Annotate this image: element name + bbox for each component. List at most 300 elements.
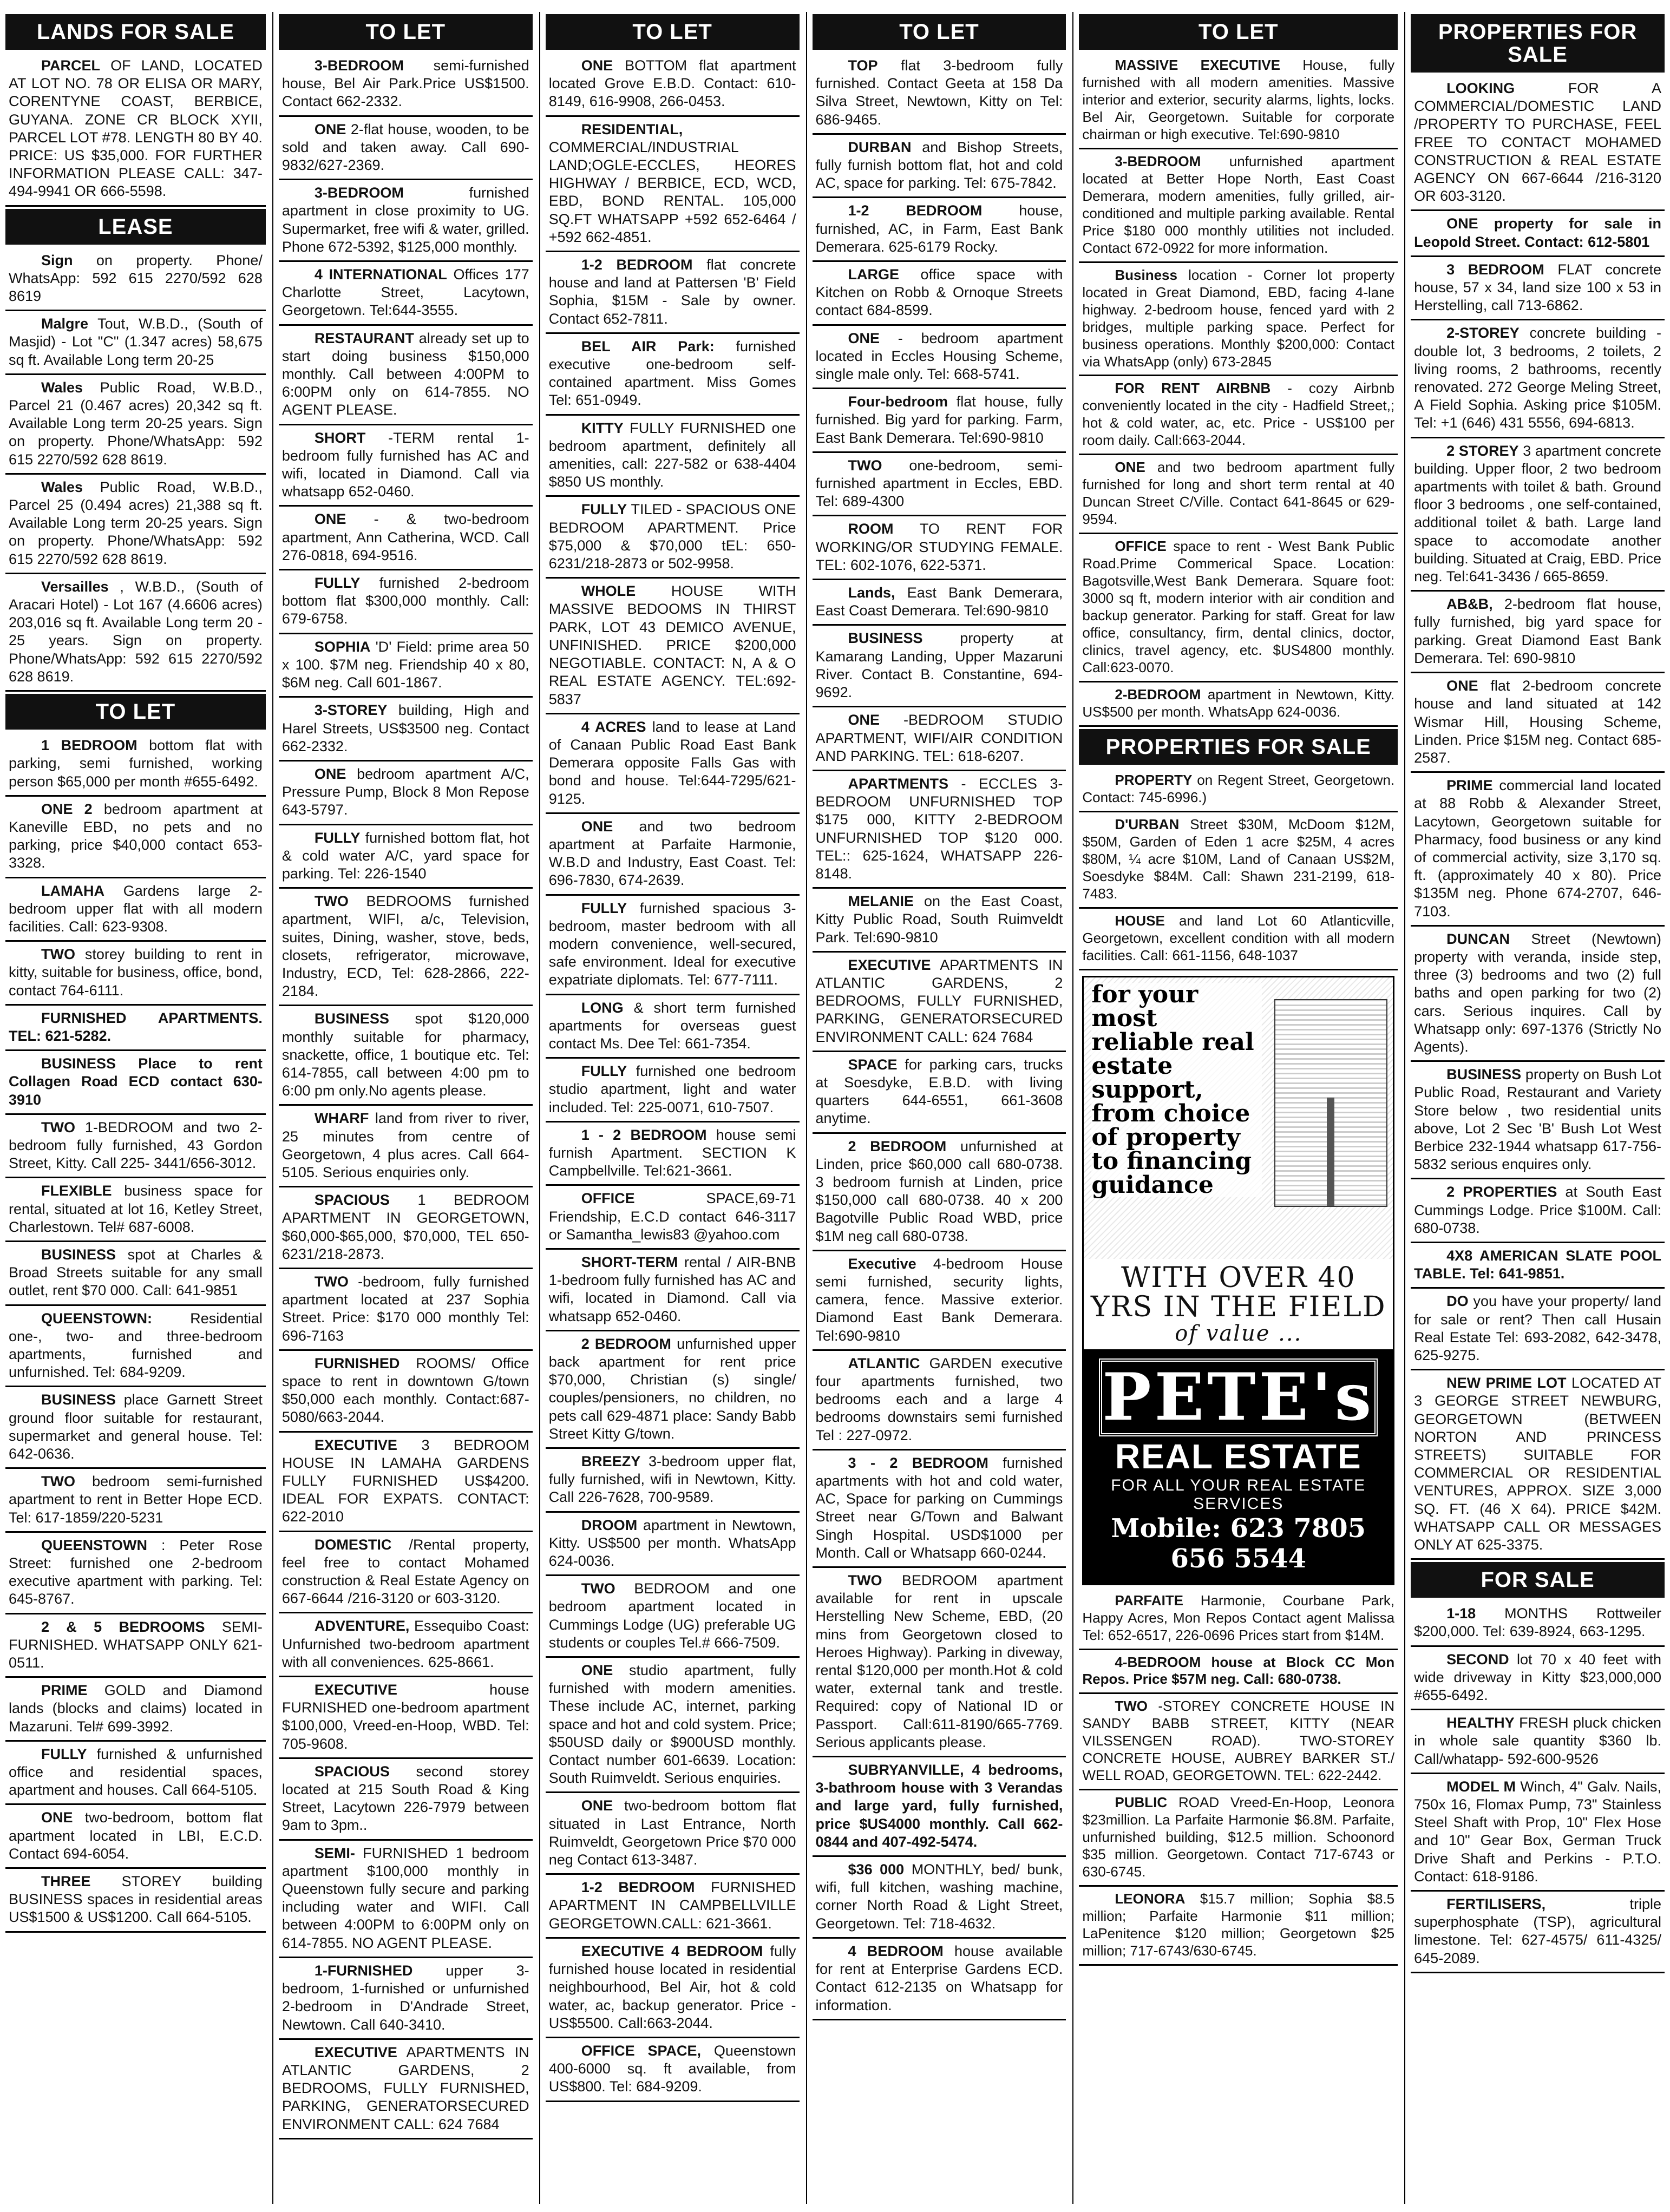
ad-body: $15.7 million; Sophia $8.5 million; Parfaite Harmonie $11 million; LaPenitence $120 million; Georgetown $25 million; 717-6743/630-6745. xyxy=(1082,1891,1395,1959)
classified-ad xyxy=(546,1252,800,1331)
ad-lead: FULLY xyxy=(581,900,627,916)
ad-lead: Lands, xyxy=(848,585,895,601)
ad-body: GOLD and Diamond lands (blocks and claims) located in Mazaruni. Tel# 699-3992. xyxy=(9,1682,263,1735)
ad-body: SPACE,69-71 Friendship, E.C.D contact 646-3117 or Samantha_lewis83 @yahoo.com xyxy=(548,1190,796,1243)
ad-lead: TWO xyxy=(41,1473,75,1490)
ad-body: furnished bottom flat, hot & cold water A/C, yard space for parking. Tel: 226-1540 xyxy=(281,829,529,882)
classified-ad xyxy=(5,1535,266,1614)
ad-lead: LOOKING xyxy=(1446,80,1515,96)
ad-lead: NEW PRIME LOT xyxy=(1446,1375,1567,1391)
ad-lead: ONE xyxy=(581,57,613,74)
ad-body: /Rental property, feel free to contact Mohamed construction & Real Estate Agency on 667-6644 /216-3120 or 603-3120. xyxy=(281,1536,529,1607)
classified-ad xyxy=(1411,323,1665,438)
ad-body: fully furnished house located in residential neighbourhood, Bel Air, hot & cold water, ac, backup generator. Price - US$5500. Call:663-2044. xyxy=(548,1942,796,2031)
section-header: TO LET xyxy=(5,694,266,730)
ad-lead: THREE xyxy=(41,1873,91,1890)
section-header: TO LET xyxy=(1079,14,1398,50)
ad-body: ROAD Vreed-En-Hoop, Leonora $23million. La Parfaite Harmonie $6.8M. Parfaite, unfurnished building, $12.5 million. Schoonord $35 million. Georgetown. Contact 717-6743 or 630-6745. xyxy=(1082,1794,1395,1880)
ad-lead: BEL AIR Park: xyxy=(581,338,715,355)
ad-lead: ONE xyxy=(1446,678,1478,694)
classified-ad xyxy=(5,250,266,312)
ad-body: -BEDROOM STUDIO APARTMENT, WIFI/AIR CONDITION AND PARKING. TEL: 618-6207. xyxy=(815,712,1063,764)
section-header: LANDS FOR SALE xyxy=(5,14,266,50)
section-header: FOR SALE xyxy=(1411,1562,1665,1598)
classified-ad xyxy=(546,1660,800,1793)
ad-body: apartment in Newtown, Kitty. US$500 per month. WhatsApp 624-0036. xyxy=(548,1517,796,1570)
ad-lead: TWO xyxy=(41,1119,75,1135)
ad-body: Public Road, W.B.D., Parcel 21 (0.467 acres) 20,342 sq ft. Available Long term 20-25 years. Sign on property. Phone/WhatsApp: 592 615 2270/592 628 8619. xyxy=(9,379,263,468)
ad-body: two-bedroom, bottom flat apartment located in LBI, E.C.D. Contact 694-6054. xyxy=(9,1809,263,1862)
classified-ad xyxy=(813,1941,1066,2020)
ad-body: furnished apartment in close proximity to UG. Supermarket, free wifi & water, grilled. Phone 672-5392, $125,000 monthly. xyxy=(281,185,529,255)
classified-ad xyxy=(813,710,1066,771)
classified-ad xyxy=(1411,1291,1665,1370)
ad-lead: ONE xyxy=(314,121,346,137)
ad-lead: DOMESTIC xyxy=(314,1536,392,1553)
ad-lead: 1-2 BEDROOM xyxy=(581,1879,695,1896)
ad-body: semi-furnished house, Bel Air Park.Price US$1500. Contact 662-2332. xyxy=(281,57,529,110)
classified-ad xyxy=(5,1389,266,1469)
ad-body: OF LAND, LOCATED AT LOT NO. 78 OR ELISA OR MARY, CORENTYNE COAST, BERBICE, GUYANA. ZONE CR BLOCK XYII, PARCEL LOT #78. LENGTH 80 BY 40. PRICE: US $35,000. FOR FURTHER INFORMATION PLEASE CALL: 347-494-9941 OR 666-5598. xyxy=(9,57,263,200)
classified-ad xyxy=(5,944,266,1006)
ad-body: on the East Coast, Kitty Public Road, South Ruimveldt Park. Tel:690-9810 xyxy=(815,893,1063,946)
classified-ad xyxy=(813,1253,1066,1351)
ad-body: 3 BEDROOM HOUSE IN LAMAHA GARDENS FULLY FURNISHED US$4200. IDEAL FOR EXPATS. CONTACT: 622-2010 xyxy=(281,1436,529,1525)
classified-ad xyxy=(1079,911,1398,970)
ad-body: Residential one-, two- and three-bedroom apartments, furnished and unfurnished. Tel: 684-9209. xyxy=(9,1310,263,1381)
ad-lead: TOP xyxy=(848,57,878,74)
section-header: LEASE xyxy=(5,209,266,245)
classified-ad xyxy=(546,898,800,995)
ad-body: bottom flat with parking, semi furnished, working person $65,000 per month #655-6492. xyxy=(9,737,263,790)
ad-body: STOREY building BUSINESS spaces in residential areas US$1500 & US$1200. Call 664-5105. xyxy=(9,1873,263,1926)
classified-ad xyxy=(546,499,800,579)
classified-ad xyxy=(279,1960,533,2040)
classified-ad xyxy=(546,1061,800,1123)
classified-ad xyxy=(813,582,1066,626)
ad-body: furnished & unfurnished office and residential spaces, apartment and houses. Call 664-5105. xyxy=(9,1745,263,1799)
ad-body: APARTMENTS IN ATLANTIC GARDENS, 2 BEDROOMS, FULLY FURNISHED, PARKING, GENERATORSECURED ENVIRONMENT CALL: 624 7684 xyxy=(281,2044,529,2132)
classified-ad xyxy=(546,1795,800,1875)
ad-body: MONTHS Rottweiler $200,000. Tel: 639-8924, 663-1295. xyxy=(1414,1605,1661,1640)
classified-ad xyxy=(5,881,266,942)
ad-body: Gardens large 2-bedroom upper flat with all modern facilities. Call: 623-9308. xyxy=(9,882,263,935)
ad-body: - ECCLES 3-BEDROOM UNFURNISHED TOP $175 000, KITTY 2-BEDROOM UNFURNISHED TOP $120 000. TEL:: 625-1624, WHATSAPP 226-8148. xyxy=(815,775,1063,882)
ad-body: furnished 2-bedroom bottom flat $300,000 monthly. Call: 679-6758. xyxy=(281,575,529,627)
classified-ad xyxy=(5,576,266,692)
column-3 xyxy=(539,12,800,2204)
ad-body: Offices 177 Charlotte Street, Lacytown, Georgetown. Tel:644-3555. xyxy=(281,266,529,319)
ad-body: 1-BEDROOM and two 2-bedroom fully furnished, 43 Gordon Street, Kitty. Call 225- 3441/656-3012. xyxy=(9,1119,263,1172)
ad-body: & short term furnished apartments for overseas guest contact Ms. Dee Tel: 661-7354. xyxy=(548,999,796,1052)
classified-ad xyxy=(1079,1591,1398,1650)
ad-body: -STOREY CONCRETE HOUSE IN SANDY BABB STREET, KITTY (NEAR VILSSENGEN ROAD). TWO-STOREY CONCRETE HOUSE, AUBREY BARKER ST./ WELL ROAD, GEORGETOWN. TEL: 622-2442. xyxy=(1082,1698,1395,1784)
classified-ad xyxy=(1411,1182,1665,1243)
ad-body: Queenstown 400-6000 sq. ft available, from US$800. Tel: 684-9209. xyxy=(548,2042,796,2095)
ad-lead: OFFICE SPACE, xyxy=(581,2042,702,2059)
ad-body: you have your property/ land for sale or rent? Then call Husain Real Estate Tel: 693-2082, 642-3478, 625-9275. xyxy=(1414,1293,1661,1363)
classified-ad xyxy=(5,1471,266,1533)
classified-ad xyxy=(5,1871,266,1933)
ad-lead: 3-BEDROOM xyxy=(314,57,404,74)
promo-years: WITH OVER 40 YRS IN THE FIELD xyxy=(1090,1261,1386,1324)
ad-lead: SPACIOUS xyxy=(314,1192,390,1209)
classified-ad xyxy=(1079,1889,1398,1966)
ad-body: and land Lot 60 Atlanticville, Georgetown, excellent condition with all modern facilities. Call: 661-1156, 648-1037 xyxy=(1082,912,1395,963)
classified-ad xyxy=(279,119,533,181)
ad-lead: EXECUTIVE xyxy=(314,1682,397,1698)
classified-ad xyxy=(5,1008,266,1051)
ad-lead: KITTY xyxy=(581,419,624,436)
ad-lead: BUSINESS xyxy=(41,1246,116,1263)
classified-ad xyxy=(5,377,266,475)
ad-body: space to rent - West Bank Public Road.Prime Commerical Space. Location: Bagotsville,West Bank Demerara. Square foot: 3000 sq ft, modern interior with air condition and backup generator. Parking for staff. Great for law office, consultancy, firm, dental clinics, doctor, clinics, travel agency, etc. $US4800 monthly. Call:623-0070. xyxy=(1082,538,1395,675)
ad-body: - cozy Airbnb conveniently located in the city - Hadfield Street,; hot & cold water, ac, etc. Price - US$100 per room daily. Call:663-2044. xyxy=(1082,380,1395,449)
ad-body: house, furnished, AC, in Farm, East Bank Demerara. 625-6179 Rocky. xyxy=(815,202,1063,255)
ad-lead: Versailles xyxy=(41,578,109,595)
ad-body: building, High and Harel Streets, US$3500 neg. Contact 662-2332. xyxy=(281,702,529,754)
ad-lead: ONE 2 xyxy=(41,800,93,817)
ad-body: and Bishop Streets, fully furnish bottom flat, hot and cold AC, space for parking. Tel: 675-7842. xyxy=(815,139,1063,192)
classified-ad xyxy=(1411,1245,1665,1289)
promo-tagline: FOR ALL YOUR REAL ESTATE SERVICES xyxy=(1111,1476,1366,1513)
real-estate-promo-ad xyxy=(1082,976,1394,1585)
classified-ad xyxy=(279,891,533,1006)
classified-ad xyxy=(1411,78,1665,211)
ad-lead: 4X8 AMERICAN SLATE POOL TABLE. Tel: 641-9851. xyxy=(1414,1247,1661,1282)
classified-ad xyxy=(279,1108,533,1187)
classified-ad xyxy=(546,336,800,416)
ad-lead: 1 BEDROOM xyxy=(41,737,137,754)
ad-lead: FULLY xyxy=(41,1745,87,1762)
classified-ad xyxy=(1411,1373,1665,1560)
ad-lead: ONE xyxy=(314,511,346,528)
classified-ad xyxy=(279,328,533,425)
classified-ad xyxy=(546,1451,800,1513)
ad-lead: BREEZY xyxy=(581,1453,641,1470)
ad-body: unfurnished at Linden, price $60,000 call 680-0738. 3 bedroom furnish at Linden, price $150,000 call 680-0738. 40 x 200 Bagotville Public Road WBD, price $1M neg call 680-0738. xyxy=(815,1138,1063,1244)
classified-ad xyxy=(279,55,533,117)
ad-lead: TWO xyxy=(314,893,349,910)
ad-lead: 3-STOREY xyxy=(314,702,388,719)
classified-ad xyxy=(546,1515,800,1577)
classified-ad xyxy=(1411,1894,1665,1973)
column-5 xyxy=(1072,12,1398,2204)
classified-ad xyxy=(279,700,533,762)
ad-body: LOCATED AT 3 GEORGE STREET NEWBURG, GEORGETOWN (BETWEEN NORTON AND PRINCESS STREETS) SUITABLE FOR COMMERCIAL OR RESIDENTIAL VENTURES, APPROX. SIZE 3,000 SQ. FT. (46 X 64). PRICE $42M. WHATSAPP CALL OR MESSAGES ONLY AT 625-3375. xyxy=(1414,1375,1661,1553)
ad-lead: BUSINESS xyxy=(314,1010,389,1027)
classified-ad xyxy=(1079,152,1398,263)
classified-ad xyxy=(813,200,1066,262)
ad-body: -TERM rental 1-bedroom fully furnished has AC and wifi, located in Diamond. Call via whatsapp 652-0460. xyxy=(281,429,529,500)
ad-lead: QUEENSTOWN xyxy=(41,1537,148,1553)
ad-body: land from river to river, 25 minutes from centre of Georgetown, 4 plus acres. Call 664-5105. Serious enquiries only. xyxy=(281,1110,529,1180)
ad-lead: EXECUTIVE 4 BEDROOM xyxy=(581,1942,763,1959)
ad-body: flat 3-bedroom fully furnished. Contact Geeta at 158 Da Silva Street, Newtown, Kitty on Tel: 686-9465. xyxy=(815,57,1063,128)
classified-ad xyxy=(279,2042,533,2139)
ad-body: Winch, 4" Galv. Nails, 750x 16, Flomax Pump, 73" Stainless Steel Shaft with Prop, 10" Flex Hose and 10" Gear Box, German Truck Drive Shaft and Perkins - P.T.O. Contact: 618-9186. xyxy=(1414,1778,1661,1885)
ad-body: furnished executive one-bedroom self-contained apartment. Miss Gomes Tel: 651-0949. xyxy=(548,338,796,409)
ad-body: bedroom apartment at Kaneville EBD, no pets and no parking, price $40,000 contact 653-3328. xyxy=(9,800,263,871)
column-2 xyxy=(272,12,533,2204)
ad-body: Harmonie, Courbane Park, Happy Acres, Mon Repos Contact agent Malissa Tel: 652-6517, 226-0696 Prices start from $14M. xyxy=(1082,1592,1395,1643)
ad-lead: BUSINESS xyxy=(848,630,923,647)
classified-ad xyxy=(546,1188,800,1250)
ad-lead: BUSINESS Place to rent Collagen Road ECD contact 630-3910 xyxy=(9,1055,263,1108)
ad-lead: DURBAN xyxy=(848,139,912,155)
ad-body: - & two-bedroom apartment, Ann Catherina, WCD. Call 276-0818, 694-9516. xyxy=(281,511,529,563)
ad-body: spot $120,000 monthly suitable for pharmacy, snackette, office, 1 boutique etc. Tel: 614-7855, call between 4:00 pm to 6:00 pm only.No agents please. xyxy=(281,1010,529,1099)
ad-body: Tout, W.B.D., (South of Masjid) - Lot "C" (1.347 acres) 58,675 sq ft. Available Long term 20-25 xyxy=(9,316,263,368)
ad-body: and two bedroom apartment fully furnished for long and short term rental at 40 Duncan Street C/Ville. Contact 641-8645 or 629-9594. xyxy=(1082,459,1395,528)
classified-ad xyxy=(5,313,266,375)
ad-lead: 2 & 5 BEDROOMS xyxy=(41,1618,205,1635)
ad-body: house FURNISHED one-bedroom apartment $100,000, Vreed-en-Hoop, WBD. Tel: 705-9608. xyxy=(281,1682,529,1752)
ad-lead: SUBRYANVILLE, 4 bedrooms, 3-bathroom house with 3 Verandas and large yard, fully furnished, price $US4000 monthly. Call 662-0844 and 407-492-5474. xyxy=(815,1762,1063,1850)
ad-lead: 2 BEDROOM xyxy=(848,1138,947,1154)
classified-ad xyxy=(546,1578,800,1658)
ad-lead: 3 BEDROOM xyxy=(1446,261,1544,278)
ad-body: -bedroom, fully furnished apartment located at 237 Sophia Street. Price: $170 000 monthly Tel: 696-7163 xyxy=(281,1273,529,1344)
ad-lead: Sign xyxy=(41,252,73,268)
ad-lead: SOPHIA xyxy=(314,638,371,655)
section-header: PROPERTIES FOR SALE xyxy=(1079,729,1398,765)
ad-body: concrete building - double lot, 3 bedrooms, 2 toilets, 2 living rooms, 2 bathrooms, recently renovated. 272 George Meling Street, A Field Sophia. Asking price $105M. Tel: +1 (646) 431 5556, 694-6813. xyxy=(1414,325,1661,431)
classified-ad xyxy=(546,1941,800,2038)
classified-ad xyxy=(813,955,1066,1052)
ad-lead: ONE xyxy=(581,1662,613,1679)
ad-lead: ONE xyxy=(1115,459,1145,476)
classified-ad xyxy=(1411,775,1665,927)
classified-ad xyxy=(1079,265,1398,377)
ad-body: FOR A COMMERCIAL/DOMESTIC LAND /PROPERTY TO PURCHASE, FEEL FREE TO CONTACT MOHAMED CONSTRUCTION & REAL ESTATE AGENCY ON 667-6644 /216-3120 OR 603-3120. xyxy=(1414,80,1661,205)
ad-lead: SHORT xyxy=(314,429,366,446)
column-6 xyxy=(1404,12,1665,2204)
ad-body: and two bedroom apartment at Parfaite Harmonie, W.B.D and Industry, East Coast. Tel: 696-7830, 674-2639. xyxy=(548,818,796,889)
ad-lead: 1 - 2 BEDROOM xyxy=(581,1126,707,1143)
classified-ad xyxy=(5,1308,266,1388)
promo-slogan: for your most reliable real estate support, from choice of property to financing guidance xyxy=(1091,983,1262,1197)
classified-ad xyxy=(1079,815,1398,909)
ad-body: business space for rental, situated at lot 16, Ketley Street, Charlestown. Tel# 687-6008. xyxy=(9,1183,263,1235)
ad-lead: 4-BEDROOM house at Block CC Mon Repos. Price $57M neg. Call: 680-0738. xyxy=(1082,1653,1395,1688)
ad-body: spot at Charles & Broad Streets suitable for any small outlet, rent $70 000. Call: 641-9851 xyxy=(9,1246,263,1299)
ad-lead: 3-BEDROOM xyxy=(1115,153,1201,169)
classified-ad xyxy=(813,391,1066,453)
ad-lead: 2 PROPERTIES xyxy=(1446,1184,1557,1200)
ad-lead: FULLY xyxy=(314,829,361,846)
classified-ad xyxy=(1411,1712,1665,1774)
ad-body: SEMI-FURNISHED. WHATSAPP ONLY 621-0511. xyxy=(9,1618,263,1671)
ad-lead: ONE xyxy=(581,1797,613,1814)
classified-ad xyxy=(5,799,266,878)
ad-body: flat concrete house and land at Pattersen 'B' Field Sophia, $15M - Sale by owner. Contact 652-7811. xyxy=(548,257,796,327)
classified-ad xyxy=(5,55,266,207)
classified-ad xyxy=(546,1877,800,1939)
classified-ad xyxy=(5,1117,266,1179)
petes-logo: PETE's xyxy=(1099,1358,1378,1436)
ad-lead: TWO xyxy=(848,457,882,474)
ad-body: , W.B.D., (South of Aracari Hotel) - Lot 167 (4.6606 acres) 203,016 sq ft. Available Long term 20 - 25 years. Sign on property. Phone/WhatsApp: 592 615 2270/592 628 8619. xyxy=(9,578,263,685)
classified-ad xyxy=(279,1534,533,1614)
classified-ad xyxy=(813,518,1066,580)
classified-ad xyxy=(279,636,533,698)
ad-body: rental / AIR-BNB 1-bedroom fully furnished has AC and wifi, located in Diamond. Call via whatsapp 652-0460. xyxy=(548,1253,796,1324)
ad-lead: ONE property for sale in Leopold Street. Contact: 612-5801 xyxy=(1414,215,1661,250)
ad-lead: SECOND xyxy=(1446,1651,1509,1668)
ad-body: triple superphosphate (TSP), agricultural limestone. Tel: 627-4575/ 611-4325/ 645-2089. xyxy=(1414,1896,1661,1966)
ad-lead: FULLY xyxy=(581,1063,627,1080)
ad-body: second storey located at 215 South Road & King Street, Lacytown 226-7979 between 9am to 3pm.. xyxy=(281,1763,529,1834)
ad-lead: 1-2 BEDROOM xyxy=(581,257,693,273)
ad-body: at South East Cummings Lodge. Price $100M. Call: 680-0738. xyxy=(1414,1184,1661,1236)
section-header: PROPERTIES FOR SALE xyxy=(1411,14,1665,73)
classified-ad xyxy=(279,428,533,507)
ad-lead: EXECUTIVE xyxy=(314,2044,397,2060)
ad-lead: ADVENTURE, xyxy=(314,1618,410,1635)
classified-ad xyxy=(1411,929,1665,1062)
ad-lead: RESIDENTIAL, xyxy=(581,121,683,137)
classified-ad xyxy=(813,1353,1066,1450)
classified-ad xyxy=(279,264,533,326)
classified-ad xyxy=(813,1570,1066,1757)
ad-body: 2-bedroom flat house, fully furnished, big yard space for parking. Great Diamond East Bank Demerara. Tel: 690-9810 xyxy=(1414,596,1661,666)
classified-ad xyxy=(813,264,1066,326)
ad-body: commercial land located at 88 Robb & Alexander Street, Lacytown, Georgetown suitable for Pharmacy, food business or any kind of commercial activity, size 3,170 sq. ft. (approximately 40 x 80). Price $135M neg. Phone 674-2707, 646-7103. xyxy=(1414,777,1661,920)
promo-value: of value ... xyxy=(1175,1321,1302,1346)
classified-ad xyxy=(279,1353,533,1433)
ad-lead: Malgre xyxy=(41,316,89,332)
ad-lead: ATLANTIC xyxy=(848,1355,920,1371)
ad-body: - bedroom apartment located in Eccles Housing Scheme, single male only. Tel: 668-5741. xyxy=(815,330,1063,383)
classified-ad xyxy=(279,1435,533,1532)
ad-body: 'D' Field: prime area 50 x 100. $7M neg. Friendship 40 x 80, $6M neg. Call 601-1867. xyxy=(281,638,529,691)
classified-ad xyxy=(279,764,533,825)
classified-ad xyxy=(1411,594,1665,673)
classified-ad xyxy=(5,1180,266,1242)
classified-ad xyxy=(279,1190,533,1269)
classified-ad xyxy=(5,1053,266,1115)
ad-body: Public Road, W.B.D., Parcel 25 (0.494 acres) 21,388 sq ft. Available Long term 20-25 years. Sign on property. Phone/WhatsApp: 592 615 2270/592 628 8619. xyxy=(9,478,263,567)
ad-lead: FURNISHED xyxy=(314,1355,400,1371)
ad-lead: ONE xyxy=(581,818,613,835)
classified-ad xyxy=(813,1760,1066,1857)
ad-lead: LARGE xyxy=(848,266,900,283)
classified-ad xyxy=(1079,55,1398,149)
classified-ad xyxy=(1411,1064,1665,1179)
ad-lead: ONE xyxy=(848,330,880,346)
classified-ad xyxy=(813,328,1066,390)
ad-body: Street $30M, McDoom $12M, $50M, Garden of Eden 1 acre $25M, 4 acres $80M, ¼ acre $10M, Land of Canaan US$2M, Soesdyke $84M. Call: Shawn 231-2199, 618-7483. xyxy=(1082,816,1395,902)
ad-lead: FERTILISERS, xyxy=(1446,1896,1546,1913)
ad-body: 4-bedroom House semi furnished, security lights, camera, fence. Massive exterior. Diamond East Bank Demerara. Tel:690-9810 xyxy=(815,1255,1063,1344)
ad-body: unfurnished apartment located at Better Hope North, East Coast Demerara, modern amenities, fully grilled, air-conditioned and multiple parking available. Rental Price $180 000 monthly utilities not included. Contact 672-0922 for more information. xyxy=(1082,153,1395,256)
classified-ad xyxy=(813,55,1066,135)
ad-body: FURNISHED 1 bedroom apartment $100,000 monthly in Queenstown fully secure and parking including water and WIFI. Call between 4:00PM to 6:00PM only on 614-7855. NO AGENT PLEASE. xyxy=(281,1845,529,1951)
ad-body: on Regent Street, Georgetown. Contact: 745-6996.) xyxy=(1082,771,1395,805)
classified-ad xyxy=(1079,536,1398,682)
section-header: TO LET xyxy=(813,14,1066,50)
ad-lead: Wales xyxy=(41,379,83,396)
ad-lead: PROPERTY xyxy=(1115,771,1193,788)
ad-lead: 1-2 BEDROOM xyxy=(848,202,983,219)
ad-lead: BUSINESS xyxy=(1446,1066,1522,1083)
promo-logo-block xyxy=(1084,1349,1393,1584)
classified-ad xyxy=(1411,259,1665,321)
classified-ad xyxy=(279,1761,533,1841)
classified-ad xyxy=(813,628,1066,707)
ad-lead: DO xyxy=(1446,1293,1469,1310)
column-4 xyxy=(806,12,1066,2204)
ad-lead: PRIME xyxy=(41,1682,88,1699)
ad-lead: PUBLIC xyxy=(1115,1794,1168,1811)
ad-lead: 2 STOREY xyxy=(1446,442,1519,459)
classified-ad xyxy=(546,997,800,1059)
ad-body: 3-bedroom upper flat, fully furnished, wifi in Newtown, Kitty. Call 226-7628, 700-9589. xyxy=(548,1453,796,1506)
classified-ad xyxy=(1079,457,1398,534)
ad-body: bedroom semi-furnished apartment to rent in Better Hope ECD. Tel: 617-1859/220-5231 xyxy=(9,1473,263,1526)
ad-lead: 2-BEDROOM xyxy=(1115,686,1201,703)
classified-ad xyxy=(1411,213,1665,257)
classified-ad xyxy=(5,1744,266,1806)
ad-body: FLAT concrete house, 57 x 34, land size 100 x 53 in Herstelling, call 713-6862. xyxy=(1414,261,1661,314)
ad-body: TO RENT FOR WORKING/OR STUDYING FEMALE. TEL: 602-1076, 622-5371. xyxy=(815,521,1063,573)
ad-lead: ONE xyxy=(314,765,346,782)
ad-body: for parking cars, trucks at Soesdyke, E.B.D. with living quarters 644-6551, 661-3608 anytime. xyxy=(815,1056,1063,1127)
ad-body: House, fully furnished with all modern amenities. Massive interior and exterior, security alarms, lights, locks. Bel Air, Georgetown. Suitable for corporate chairman or high executive. Tel:690-9810 xyxy=(1082,57,1395,142)
classified-ad xyxy=(279,1008,533,1106)
ad-lead: PARCEL xyxy=(41,57,101,74)
classified-ad xyxy=(279,1679,533,1759)
classified-ad xyxy=(1079,770,1398,812)
sign-board-icon xyxy=(1274,999,1387,1207)
ad-body: COMMERCIAL/INDUSTRIAL LAND;OGLE-ECCLES, HEORES HIGHWAY / BERBICE, ECD, WCD, EBD, BOND RENTAL. 105,000 SQ.FT WHATSAPP +592 652-6464 / +592 662-4851. xyxy=(548,139,796,245)
ad-lead: SPACIOUS xyxy=(314,1763,390,1780)
ad-body: storey building to rent in kitty, suitable for business, office, bond, contact 764-6111. xyxy=(9,946,263,999)
ad-lead: WHOLE xyxy=(581,583,636,600)
ad-body: HOUSE WITH MASSIVE BEDOOMS IN THIRST PARK, LOT 43 DEMICO AVENUE, UNFINISHED. PRICE $200,000 NEGOTIABLE. CONTACT: N, A & O REAL ESTATE AGENCY. TEL:692-5837 xyxy=(548,583,796,707)
ad-body: : Peter Rose Street: furnished one 2-bedroom executive apartment with parking. Tel: 645-8767. xyxy=(9,1537,263,1607)
classified-ad xyxy=(279,1271,533,1351)
ad-lead: FULLY xyxy=(314,575,361,592)
ad-lead: 4 BEDROOM xyxy=(848,1942,944,1959)
ad-body: Street (Newtown) property with veranda, inside step, three (3) bedrooms and two (2) full baths and open parking for two (2) cars. Serious inquires. Call by Whatsapp only: 697-1376 (Strictly No Agents). xyxy=(1414,930,1661,1055)
classified-ad xyxy=(279,182,533,262)
ad-body: land to lease at Land of Canaan Public Road East Bank Demerara opposite Falls Gas with bond and house. Tel:644-7295/621-9125. xyxy=(548,718,796,807)
ad-lead: Wales xyxy=(41,478,83,495)
classified-ad xyxy=(1411,1649,1665,1711)
classified-ad xyxy=(546,254,800,334)
classified-ad xyxy=(813,1453,1066,1568)
classified-ad xyxy=(1411,1603,1665,1646)
ad-lead: WHARF xyxy=(314,1110,369,1127)
classified-ad xyxy=(1079,1793,1398,1887)
section-header: TO LET xyxy=(546,14,800,50)
ad-lead: 2 BEDROOM xyxy=(581,1335,671,1352)
ad-lead: LONG xyxy=(581,999,624,1016)
ad-lead: TWO xyxy=(41,946,75,963)
classified-ad xyxy=(813,1054,1066,1134)
ad-body: studio apartment, fully furnished with modern amenities. These include AC, internet, parking space and hot and cold system. Price; $50USD daily or $900USD monthly. Contact number 601-6639. Location: South Ruimveldt. Serious enquiries. xyxy=(548,1662,796,1787)
ad-lead: LAMAHA xyxy=(41,882,104,899)
ad-body: APARTMENTS IN ATLANTIC GARDENS, 2 BEDROOMS, FULLY FURNISHED, PARKING, GENERATORSECURED ENVIRONMENT CALL: 624 7684 xyxy=(815,956,1063,1045)
classified-ad xyxy=(546,2040,800,2102)
column-1 xyxy=(5,12,266,2204)
ad-body: 1 BEDROOM APARTMENT IN GEORGETOWN, $60,000-$65,000, $70,000, TEL 650-6231/218-2873. xyxy=(281,1192,529,1262)
ad-lead: 4 ACRES xyxy=(581,718,646,735)
ad-lead: 3-BEDROOM xyxy=(314,185,404,201)
ad-lead: FLEXIBLE xyxy=(41,1183,112,1199)
